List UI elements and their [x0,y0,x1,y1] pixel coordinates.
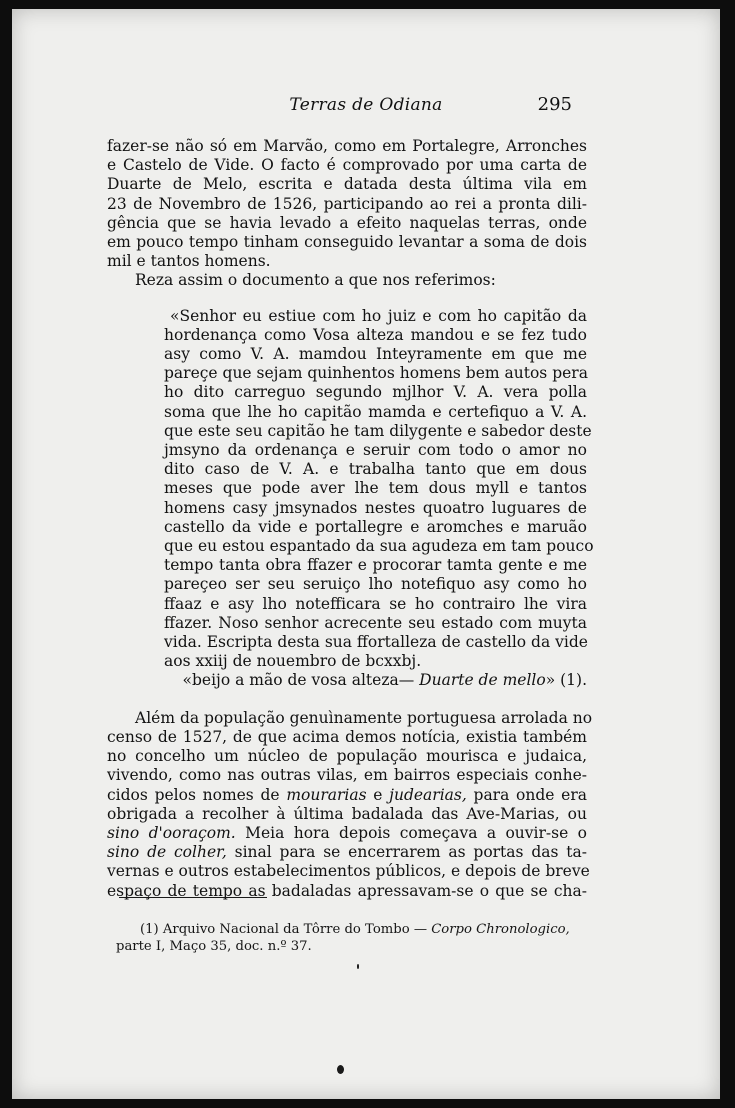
term-sino-dooracom: sino d'ooraçom. [107,823,236,842]
book-page [12,9,720,1099]
text-line: e Castelo de Vide. O facto é comprovado por uma carta de [107,156,587,175]
quote-line: pareçeo ser seu seruiço lho notefiquo asy como ho [164,575,587,594]
page-header [12,91,720,121]
text-line: censo de 1527, de que acima demos notícia, existia também [107,727,587,746]
paragraph-1 [107,137,587,271]
quote-line: dito caso de V. A. e trabalha tanto que em dous [164,460,587,479]
quote-line: que eu estou espantado da sua agudeza em tam pouco [164,537,594,556]
text-segment: para onde era [466,785,588,804]
quote-line: jmsyno da ordenança e seruir com todo o amor no [164,441,587,460]
footnote-divider [119,897,267,898]
signoff-prefix: «beijo a mão de vosa alteza— [182,671,415,690]
quote-line: meses que pode aver lhe tem dous myll e tantos [164,479,587,498]
footnote-line [116,921,596,938]
signoff-name: Duarte de mello [419,671,546,690]
text-line: em pouco tempo tinham conseguido levantar a soma de dois [107,233,587,252]
text-line: vivendo, como nas outras vilas, em bairros especiais conhe- [107,766,587,785]
quote-line: soma que lhe ho capitão mamda e certefiquo a V. A. [164,402,587,421]
footnote [116,921,596,955]
term-judearias: judearias, [389,785,467,804]
quote-line: vida. Escripta desta sua ffortalleza de castello da vide [164,633,588,652]
running-title: Terras de Odiana [289,95,443,115]
quote-line: pareçe que sejam quinhentos homens bem autos pera [164,364,588,383]
quote-line: «Senhor eu estiue com ho juiz e com ho capitão da [170,306,587,325]
quote-line: tempo tanta obra ffazer e procorar tamta gente e me [164,556,587,575]
text-line: Duarte de Melo, escrita e datada desta última vila em [107,175,587,194]
ink-speck-mark [357,964,359,969]
text-line: fazer-se não só em Marvão, como em Portalegre, Arronches [107,137,587,155]
quote-line: ho dito carreguo segundo mjlhor V. A. vera polla [164,383,587,402]
text-line: mil e tantos homens. [107,252,271,271]
text-line: espaço de tempo as badaladas apressavam-se o que se cha- [107,881,587,900]
body-text [107,137,594,901]
footnote-text: (1) Arquivo Nacional da Tôrre do Tombo — [140,922,432,937]
text-line [107,843,587,862]
text-segment: cidos pelos nomes de [107,785,287,804]
quote-line: castello da vide e portallegre e aromches e maruão [164,517,587,536]
footnote-source-title: Corpo Chronologico, [431,922,570,937]
quote-line: aos xxiij de nouembro de bcxxbj. [164,652,422,671]
text-line: obrigada a recolher à última badalada das Ave-Marias, ou [107,804,587,823]
text-line: no concelho um núcleo de população mourisca e judaica, [107,747,587,766]
footnote-line: parte I, Maço 35, doc. n.º 37. [116,939,312,954]
text-line: vernas e outros estabelecimentos públicos, e depois de breve [107,862,590,881]
paragraph-2 [107,271,587,290]
text-line [107,786,587,805]
letter-signoff [164,671,587,690]
text-line: gência que se havia levado a efeito naquelas terras, onde [107,213,587,232]
quote-line: ffaaz e asy lho notefficara se ho contrairo lhe vira [164,594,587,613]
quote-line: hordenança como Vosa alteza mandou e se fez tudo [164,325,587,344]
term-mourarias: mourarias [286,785,367,804]
ink-speck-mark [337,1065,344,1074]
text-line: Reza assim o documento a que nos referimos: [135,271,496,290]
quote-line: homens casy jmsynados nestes quoatro luguares de [164,498,587,517]
quote-line: que este seu capitão he tam dilygente e sabedor deste [164,421,592,440]
text-segment: Meia hora depois começava a ouvir-se o [235,823,587,842]
text-line [107,824,587,843]
paragraph-3 [107,708,593,901]
term-sino-de-colher: sino de colher, [107,843,227,862]
text-line: Além da população genuìnamente portuguesa arrolada no [135,708,593,727]
text-segment: sinal para se encerrarem as portas das ta- [226,843,587,862]
text-line: 23 de Novembro de 1526, participando ao rei a pronta dili- [107,194,587,213]
signoff-suffix: » (1). [545,671,587,690]
letter-quotation [164,306,594,691]
quote-line: ffazer. Noso senhor acrecente seu estado com muyta [164,613,587,632]
page-number: 295 [537,94,572,115]
text-segment: e [366,785,390,804]
quote-line: asy como V. A. mamdou Inteyramente em que me [164,345,587,364]
